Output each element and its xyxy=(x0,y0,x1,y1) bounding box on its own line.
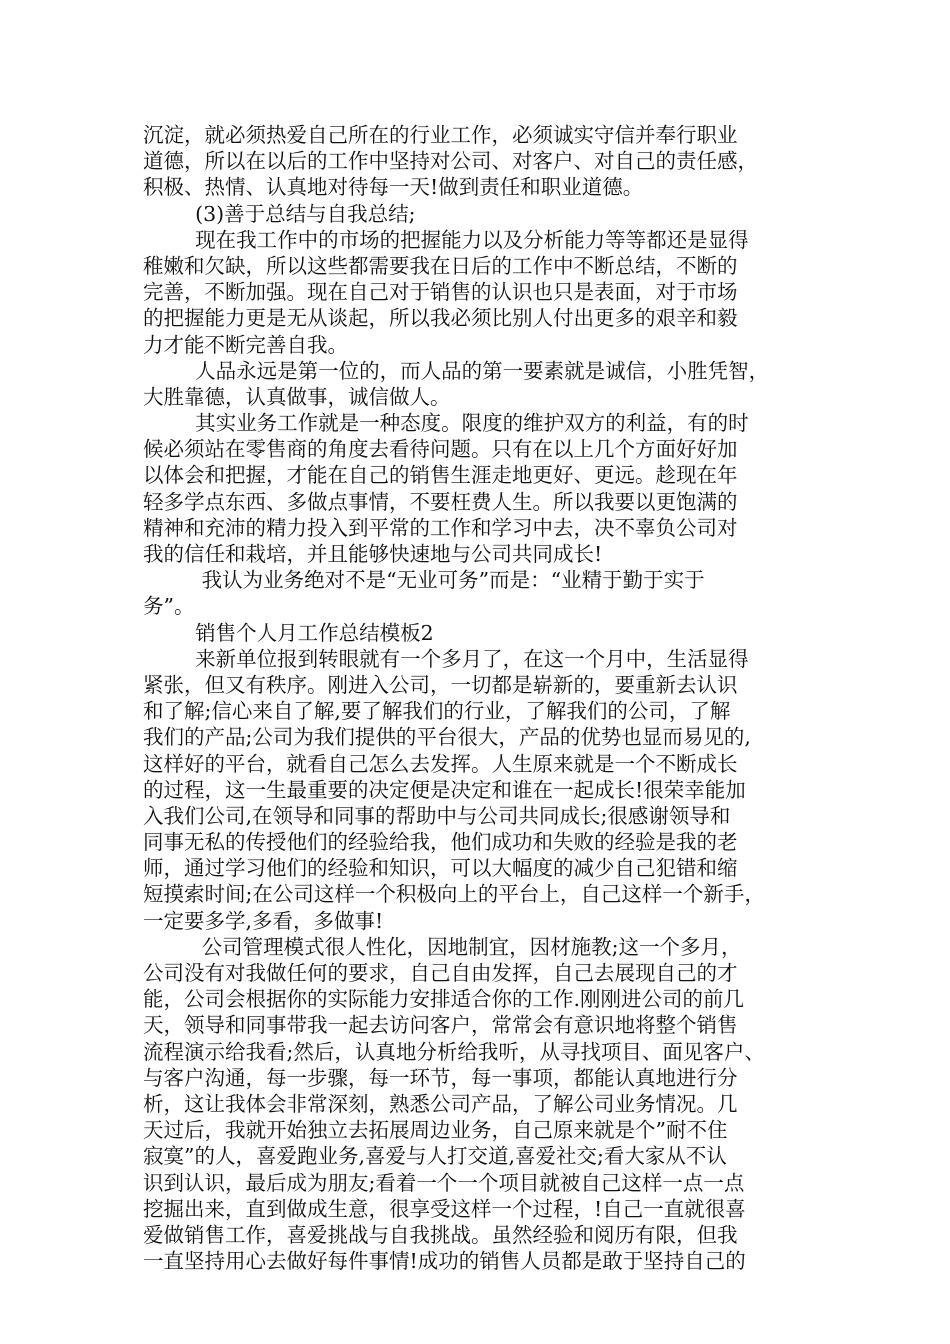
text-line: 爱做销售工作，喜爱挑战与自我挑战。虽然经验和阅历有限，但我 xyxy=(143,1222,738,1247)
text-line: 挖掘出来，直到做成生意，很享受这样一个过程，!自己一直就很喜 xyxy=(143,1196,746,1221)
text-line: 能，公司会根据你的实际能力安排适合你的工作.刚刚进公司的前几 xyxy=(143,987,745,1012)
text-line: 识到认识，最后成为朋友;看着一个一个项目就被自己这样一点一点 xyxy=(143,1170,745,1195)
text-line: 我认为业务绝对不是“无业可务”而是：“业精于勤于实于 xyxy=(143,568,705,593)
text-line: 销售个人月工作总结模板2 xyxy=(143,620,434,645)
text-line: 天过后，我就开始独立去拓展周边业务，自己原来就是个”耐不住 xyxy=(143,1118,728,1143)
text-line: 力才能不断完善自我。 xyxy=(143,332,348,357)
text-line: 公司管理模式很人性化，因地制宜，因材施教;这一个多月， xyxy=(143,934,742,959)
text-line: 沉淀，就必须热爱自己所在的行业工作，必须诚实守信并奉行职业 xyxy=(143,123,738,147)
text-line: 同事无私的传授他们的经验给我，他们成功和失败的经验是我的老 xyxy=(143,830,738,855)
text-line: 来新单位报到转眼就有一个多月了，在这一个月中，生活显得 xyxy=(143,646,749,671)
text-line: 一定要多学,多看，多做事! xyxy=(143,908,384,933)
text-line: 师，通过学习他们的经验和知识，可以大幅度的减少自己犯错和缩 xyxy=(143,856,738,881)
text-line: 以体会和把握，才能在自己的销售生涯走地更好、更远。趁现在年 xyxy=(143,463,738,488)
text-line: 道德，所以在以后的工作中坚持对公司、对客户、对自己的责任感， xyxy=(143,149,758,174)
text-line: 紧张，但又有秩序。刚进入公司，一切都是崭新的，要重新去认识 xyxy=(143,672,738,697)
text-line: 轻多学点东西、多做点事情，不要枉费人生。所以我要以更饱满的 xyxy=(143,489,738,514)
text-line: 其实业务工作就是一种态度。限度的维护双方的利益，有的时 xyxy=(143,411,749,436)
text-line: 候必须站在零售商的角度去看待问题。只有在以上几个方面好好加 xyxy=(143,437,738,462)
text-line: 短摸索时间;在公司这样一个积极向上的平台上，自己这样一个新手， xyxy=(143,882,765,907)
text-line: 公司没有对我做任何的要求，自己自由发挥，自己去展现自己的才 xyxy=(143,961,738,985)
text-line: 入我们公司,在领导和同事的帮助中与公司共同成长;很感谢领导和 xyxy=(143,803,731,828)
text-line: 天，领导和同事带我一起去访问客户，常常会有意识地将整个销售 xyxy=(143,1013,738,1038)
text-line: 稚嫩和欠缺，所以这些都需要我在日后的工作中不断总结，不断的 xyxy=(143,253,738,278)
text-line: (3)善于总结与自我总结; xyxy=(143,201,416,226)
text-line: 人品永远是第一位的，而人品的第一要素就是诚信，小胜凭智， xyxy=(143,358,770,383)
text-line: 大胜靠德，认真做事，诚信做人。 xyxy=(143,384,451,409)
text-line: 的过程，这一生最重要的决定便是决定和谁在一起成长!很荣幸能加 xyxy=(143,777,746,802)
text-line: 精神和充沛的精力投入到平常的工作和学习中去，决不辜负公司对 xyxy=(143,515,738,540)
text-line: 完善，不断加强。现在自己对于销售的认识也只是表面，对于市场 xyxy=(143,280,738,305)
text-line: 析，这让我体会非常深刻，熟悉公司产品，了解公司业务情况。几 xyxy=(143,1091,738,1116)
text-line: 流程演示给我看;然后，认真地分析给我听，从寻找项目、面见客户、 xyxy=(143,1039,765,1064)
text-line: 与客户沟通，每一步骤，每一环节，每一事项，都能认真地进行分 xyxy=(143,1065,738,1090)
text-line: 这样好的平台，就看自己怎么去发挥。人生原来就是一个不断成长 xyxy=(143,751,738,776)
text-line: 寂寞”的人，喜爱跑业务,喜爱与人打交道,喜爱社交;看大家从不认 xyxy=(143,1144,727,1169)
text-line: 积极、热情、认真地对待每一天!做到责任和职业道德。 xyxy=(143,175,644,200)
document-body xyxy=(143,122,813,1274)
text-line: 的把握能力更是无从谈起，所以我必须比别人付出更多的艰辛和毅 xyxy=(143,306,738,331)
text-line: 和了解;信心来自了解,要了解我们的行业，了解我们的公司，了解 xyxy=(143,699,731,724)
text-line: 我们的产品;公司为我们提供的平台很大，产品的优势也显而易见的, xyxy=(143,725,751,750)
text-line: 务”。 xyxy=(143,594,195,619)
text-line: 现在我工作中的市场的把握能力以及分析能力等等都还是显得 xyxy=(143,227,749,252)
text-line: 一直坚持用心去做好每件事情!成功的销售人员都是敢于坚持自己的 xyxy=(143,1249,746,1274)
text-line: 我的信任和栽培，并且能够快速地与公司共同成长! xyxy=(143,542,603,566)
